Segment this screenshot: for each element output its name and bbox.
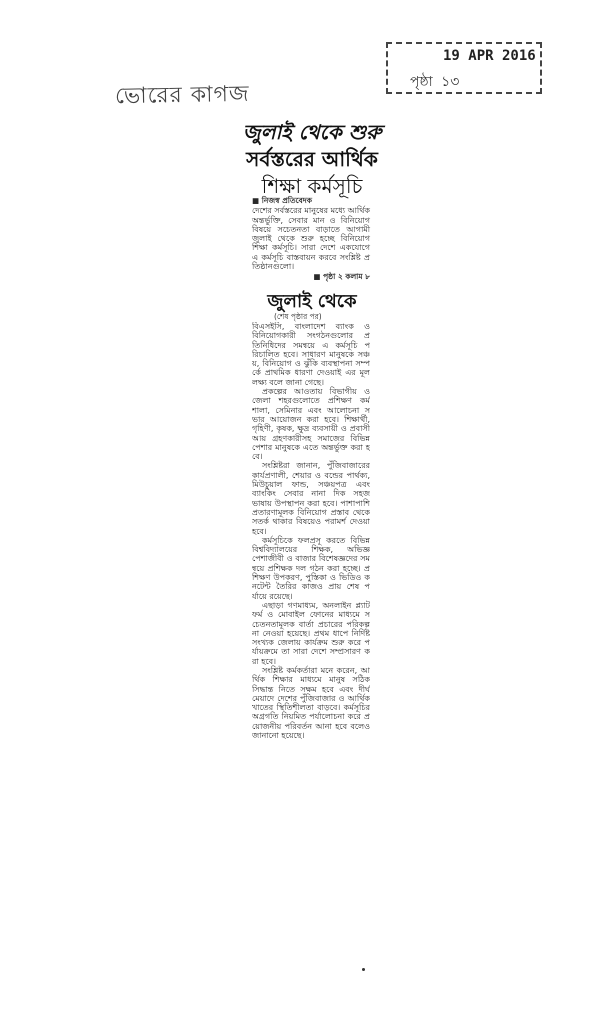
scan-speck <box>362 968 365 971</box>
article-byline: ■ নিজস্ব প্রতিবেদক <box>252 196 312 205</box>
continued-note: ■ পৃষ্ঠা ২ কলাম ৮ <box>313 272 370 282</box>
body-paragraph: সংশ্লিষ্টরা জানান, পুঁজিবাজারের কার্যপ্রণালী, শেয়ার ও বন্ডের পার্থক্য, মিউচুয়াল ফান্ড, সঞ্চয়পত্র এবং ব্যাংকিং সেবার নানা দিক সহজ ভাষায় উপস্থাপন করা হবে। পাশাপাশি প্রতারণামূলক বিনিয়োগ প্রস্তাব থেকে সতর্ক থাকার বিষয়েও পরামর্শ দেওয়া হবে। <box>252 461 370 536</box>
stamp-page: পৃষ্ঠা ১৩ <box>410 74 460 90</box>
body-paragraph: সংশ্লিষ্ট কর্মকর্তারা মনে করেন, আর্থিক শিক্ষার মাধ্যমে মানুষ সঠিক সিদ্ধান্ত নিতে সক্ষম হবে এবং দীর্ঘমেয়াদে দেশের পুঁজিবাজার ও আর্থিক খাতের স্থিতিশীলতা বাড়বে। কর্মসূচির অগ্রগতি নিয়মিত পর্যালোচনা করে প্রয়োজনীয় পরিবর্তন আনা হবে বলেও জানানো হয়েছে। <box>252 665 370 741</box>
headline-line-2: শিক্ষা কর্মসূচি <box>261 174 363 198</box>
article-body <box>252 322 370 962</box>
lead-paragraph: দেশের সর্বস্তরের মানুষের মধ্যে আর্থিক অন্তর্ভুক্তি, সেবার মান ও বিনিয়োগ বিষয়ে সচেতনতা বাড়াতে আগামী জুলাই থেকে শুরু হচ্ছে বিনিয়োগ শিক্ষা কর্মসূচি। সারা দেশে একযোগে এ কর্মসূচি বাস্তবায়ন করবে সংশ্লিষ্ট প্রতিষ্ঠানগুলো। <box>252 206 370 272</box>
continuation-label: (শেষ পৃষ্ঠার পর) <box>274 312 322 321</box>
stamp-date: 19 APR 2016 <box>443 48 536 64</box>
headline-kicker: জুলাই থেকে শুরু <box>242 120 382 144</box>
body-paragraph: এছাড়া গণমাধ্যম, অনলাইন প্ল্যাটফর্ম ও মোবাইল ফোনের মাধ্যমে সচেতনতামূলক বার্তা প্রচারের পরিকল্পনা নেওয়া হয়েছে। প্রথম ধাপে নির্দিষ্ট সংখ্যক জেলায় কার্যক্রম শুরু করে পর্যায়ক্রমে তা সারা দেশে সম্প্রসারণ করা হবে। <box>252 600 370 666</box>
body-paragraph: কর্মসূচিকে ফলপ্রসূ করতে বিভিন্ন বিশ্ববিদ্যালয়ের শিক্ষক, অভিজ্ঞ পেশাজীবী ও বাজার বিশেষজ্ঞদের সমন্বয়ে প্রশিক্ষক দল গঠন করা হচ্ছে। প্রশিক্ষণ উপকরণ, পুস্তিকা ও ভিডিও কনটেন্ট তৈরির কাজও প্রায় শেষ পর্যায়ে রয়েছে। <box>252 535 370 601</box>
headline <box>232 118 392 200</box>
body-paragraph: বিএসইসি, বাংলাদেশ ব্যাংক ও বিনিয়োগকারী সংগঠনগুলোর প্রতিনিধিদের সমন্বয়ে এ কর্মসূচি পরিচালিত হবে। সাধারণ মানুষকে সঞ্চয়, বিনিয়োগ ও ঝুঁকি ব্যবস্থাপনা সম্পর্কে প্রাথমিক ধারণা দেওয়াই এর মূল লক্ষ্য বলে জানা গেছে। <box>252 322 370 387</box>
continuation-subhead: জুলাই থেকে <box>267 291 357 312</box>
headline-line-1: সর্বস্তরের আর্থিক <box>246 147 378 171</box>
article-lead <box>252 196 370 282</box>
body-paragraph: প্রকল্পের আওতায় বিভাগীয় ও জেলা শহরগুলোতে প্রশিক্ষণ কর্মশালা, সেমিনার এবং আলোচনা সভার আয়োজন করা হবে। শিক্ষার্থী, গৃহিণী, কৃষক, ক্ষুদ্র ব্যবসায়ী ও প্রবাসী আয় গ্রহণকারীসহ সমাজের বিভিন্ন পেশার মানুষকে এতে অন্তর্ভুক্ত করা হবে। <box>252 387 370 462</box>
newspaper-masthead: ভোরের কাগজ <box>114 81 250 110</box>
clipping-stamp <box>386 42 542 94</box>
